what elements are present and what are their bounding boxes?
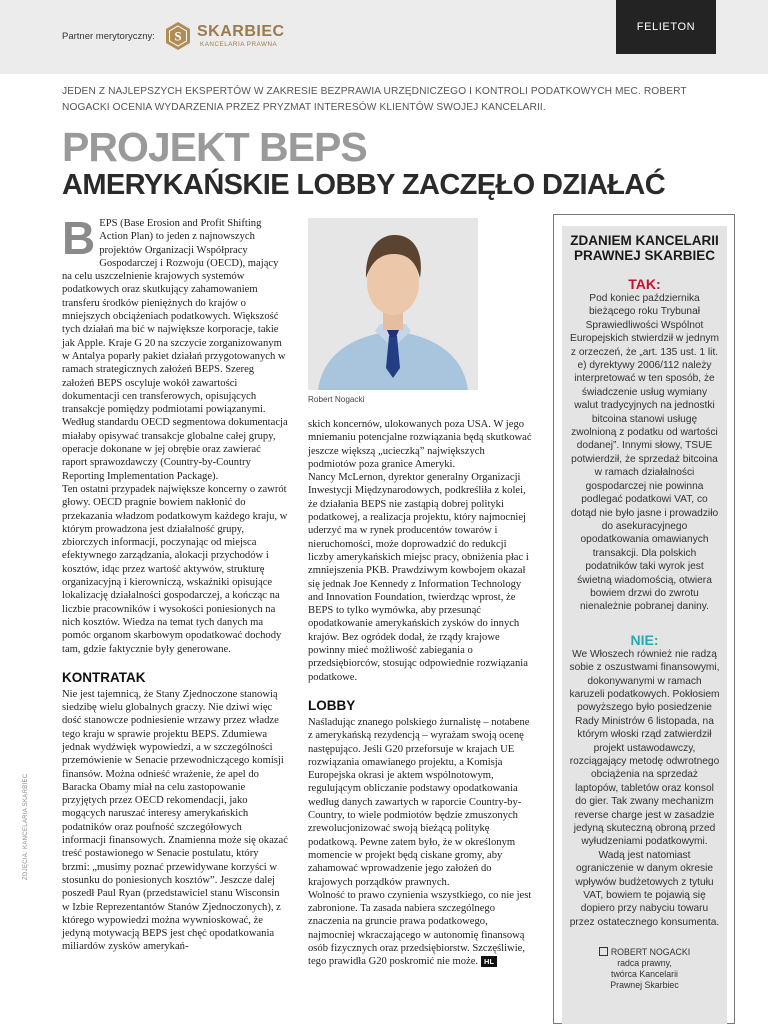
article-column-1 <box>62 212 288 977</box>
signature-marker-icon <box>599 947 608 956</box>
svg-text:S: S <box>174 28 182 44</box>
section-tab-label: FELIETON <box>636 21 696 33</box>
sidebar-tak-text: Pod koniec października bieżącego roku Trybunał Sprawiedliwości Wspólnot Europejskich stwierdził w jednym z orzeczeń, że „art. 135 ust. 1 lit. e) dyrektywy 2006/112 należy interpretować w ten sposób, że świadczenie usług wymiany walut tradycyjnych na jednostki bitcoina stanowi usługę zwolnioną z podatku od wartości dodanej”. Innymi słowy, TSUE potwierdził, że sprzedaż bitcoina w ramach działalności gospodarczej nie powinna podlegać podatkowi VAT, co dotąd nie było jasne i prowadziło do asekuracyjnego opodatkowania omawianych transakcji. Dla polskich podatników taki wyrok jest świetną wiadomością, otwiera bowiem drzwi do zwrotu nienależnie pobranej daniny. <box>570 293 719 613</box>
signature-role: Prawnej Skarbiec <box>610 980 679 991</box>
opinion-sidebar <box>562 226 727 1024</box>
logo-subtitle: KANCELARIA PRAWNA <box>200 41 278 48</box>
article-column-2 <box>308 418 534 978</box>
partner-label: Partner merytoryczny: <box>62 31 155 42</box>
skarbiec-emblem-icon <box>163 21 193 51</box>
sidebar-tak-heading: TAK: <box>628 276 661 292</box>
author-portrait-icon <box>308 218 478 390</box>
sidebar-title: ZDANIEM KANCELARII PRAWNEJ SKARBIEC <box>570 233 719 263</box>
signature-role: twórca Kancelarii <box>611 969 678 980</box>
logo-name: SKARBIEC <box>197 23 285 40</box>
end-mark-icon: HL <box>481 956 497 967</box>
paragraph: Ten ostatni przypadek największe koncerny o zawrót głowy. OECD pragnie bowiem nakłonić do przekazania władzom podatkowym każdego kraju, w którym prowadzona jest działalność grupy, zbiorczych informacji, poczynając od miejsca efektywnego zarządzania, alokacji przychodów i kosztów, idąc przez wartość aktywów, strukturę organizacyjną i kierowniczą, wskaźniki opisujące lokalizację działalności gospodarczej, a kończąc na liczbie pracowników i wysokości poniesionych na nich kosztów. Wiedza na temat tych danych ma pomóc organom skarbowym opodatkować dochody tam, gdzie faktycznie były generowane. <box>62 483 288 655</box>
paragraph: skich koncernów, ulokowanych poza USA. W jego mniemaniu potencjalne rozwiązania będą skutkować jeszcze większą „ucieczką” największych podmiotów poza granice Ameryki. <box>308 419 532 470</box>
paragraph-final <box>308 889 534 969</box>
paragraph: EPS (Base Erosion and Profit Shifting Action Plan) to jeden z najnowszych projektów Organizacji Współpracy Gospodarczej i Rozwoju (OECD), mający na celu uszczelnienie krajowych systemów podatkowych oraz skutkujący zahamowaniem transferu środków pieniężnych do krajów o mniejszych obciążeniach podatkowych. Większość tych działań ma bić w największe korporacje, takie jak Apple. Kraje G 20 na szczycie zorganizowanym w Antalya poparły pakiet działań przygotowanych w ramach strategicznych założeń BEPS. Szereg założeń BEPS oscyluje wokół zawartości dokumentacji cen transferowych, opisujących transakcje pomiędzy podmiotami powiązanymi. Według standardu OECD segmentowa dokumentacja miałaby opisywać transakcje globalne całej grupy, operacje dokonane w jej obrębie oraz zawierać raport sprawozdawczy (Country-by-Country Reporting Implementation Package). <box>62 218 288 482</box>
section-tab <box>616 0 716 54</box>
sidebar-signature <box>562 947 727 991</box>
paragraph: Nie jest tajemnicą, że Stany Zjednoczone stanowią siedzibę wielu globalnych graczy. Nie dziwi więc dość stanowcze podniesienie wrzawy przez władze tego kraju w sprawie projektu BEPS. Zdumiewa jednak wydźwięk wypowiedzi, a w szczególności przemówienie w Senacie przewodniczącego komisji finansów. Można odnieść wrażenie, że apel do Baracka Obamy miał na celu zastopowanie przyjętych przez OECD rekomendacji, jako mogących naruszać interesy amerykańskich podatników oraz poufność szczegółowych informacji finansowych. Znamienna może się okazać treść postawionego w Senacie postulatu, który brzmi: „musimy poznać przewidywane korzyści w stosunku do poniesionych kosztów”. Jeszcze dalej poszedł Paul Ryan (przedstawiciel stanu Wisconsin w Izbie Reprezentantów Stanów Zjednoczonych), z którego wypowiedzi można wywnioskować, że jedyną motywacją BEPS jest chęć opodatkowania miliardów zysków amerykań- <box>62 688 288 953</box>
photo-caption: Robert Nogacki <box>308 395 365 404</box>
top-bar <box>0 0 768 74</box>
signature-name: ROBERT NOGACKI <box>610 947 691 958</box>
paragraph: Nancy McLernon, dyrektor generalny Organizacji Inwestycji Międzynarodowych, podkreśliła z kolei, że działania BEPS nie zastąpią dobrej polityki podatkowej, a realizacja projektu, który najmocniej uderzyć ma w rynek producentów towarów i nieruchomości, może doprowadzić do redukcji liczby amerykańskich miejsc pracy, obniżenia płac i zmniejszenia PKB. Prawdziwym kowbojem okazał się jednak Joe Kennedy z Information Technology and Innovation Foundation, twierdząc wprost, że BEPS to tylko wymówka, aby przesunąć opodatkowanie amerykańskich zysków do innych krajów. Bez ogródek dodał, że rządy krajowe powinny mieć możliwość zabiegania o przedsiębiorców, stosując odpowiednie rozwiązania podatkowe. <box>308 472 529 683</box>
photo-credit: ZDJĘCIA: KANCELARIA SKARBIEC <box>23 773 29 880</box>
author-photo <box>308 218 478 390</box>
skarbiec-logo <box>163 21 285 51</box>
article-title: PROJEKT BEPS <box>62 124 367 170</box>
sidebar-nie-heading: NIE: <box>630 631 659 648</box>
article-lead: JEDEN Z NAJLEPSZYCH EKSPERTÓW W ZAKRESIE BEZPRAWIA URZĘDNICZEGO I KONTROLI PODATKOWYCH MEC. ROBERT NOGACKI OCENIA WYDARZENIA PRZEZ PRYZMAT INTERESÓW KLIENTÓW SWOJEJ KANCELARII. <box>62 86 687 113</box>
article-subtitle: AMERYKAŃSKIE LOBBY ZACZĘŁO DZIAŁAĆ <box>62 169 666 201</box>
paragraph-text: Wolność to prawo czynienia wszystkiego, co nie jest zabronione. Ta zasada nabiera szczególnego znaczenia na gruncie prawa podatkowego, najmocniej wkraczającego w autonomię finansową osób fizycznych oraz przedsiębiorstw. Szczęśliwie, tego prawidła G20 poskromić nie może. <box>308 889 532 968</box>
signature-role: radca prawny, <box>617 958 672 969</box>
sidebar-nie-text: We Włoszech również nie radzą sobie z oszustwami finansowymi, dokonywanymi w ramach karuzeli podatkowych. Pokłosiem powyższego było posiedzenie Rady Ministrów 6 listopada, na którym włoski rząd zatwierdził projekt ustawodawczy, rozciągający metodę odwrotnego obciążenia na sprzedaż laptopów, tabletów oraz konsol do gier. Tak zwany mechanizm reverse charge jest w zasadzie jedyną skuteczną obroną przed wyłudzeniami podatkowymi. Wadą jest natomiast ograniczenie w danym okresie wpływów budżetowych z tytułu VAT, bowiem te pojawią się dopiero przy nabyciu towaru przez ostatecznego konsumenta. <box>569 648 720 928</box>
section-heading-lobby: LOBBY <box>308 697 356 713</box>
section-heading-kontratak: KONTRATAK <box>62 669 146 685</box>
drop-cap: B <box>62 212 96 264</box>
paragraph: Naśladując znanego polskiego żurnalistę – notabene z amerykańską rezydencją – wyrażam swoją ocenę następująco. Jeśli G20 przeforsuje w krajach UE rozwiązania omawianego projektu, a Komisja Europejska okrasi je aktem wspólnotowym, regulującym obliczanie podstawy opodatkowania według danych zawartych w raporcie Country-by-Country, to wiele podmiotów będzie zmuszonych zrewolucjonizować swoją bieżącą politykę podatkową. Pewne zatem było, że w określonym momencie w projekt będą ciskane gromy, aby zahamować wprowadzenie jego założeń do krajowych porządków prawnych. <box>308 716 530 888</box>
